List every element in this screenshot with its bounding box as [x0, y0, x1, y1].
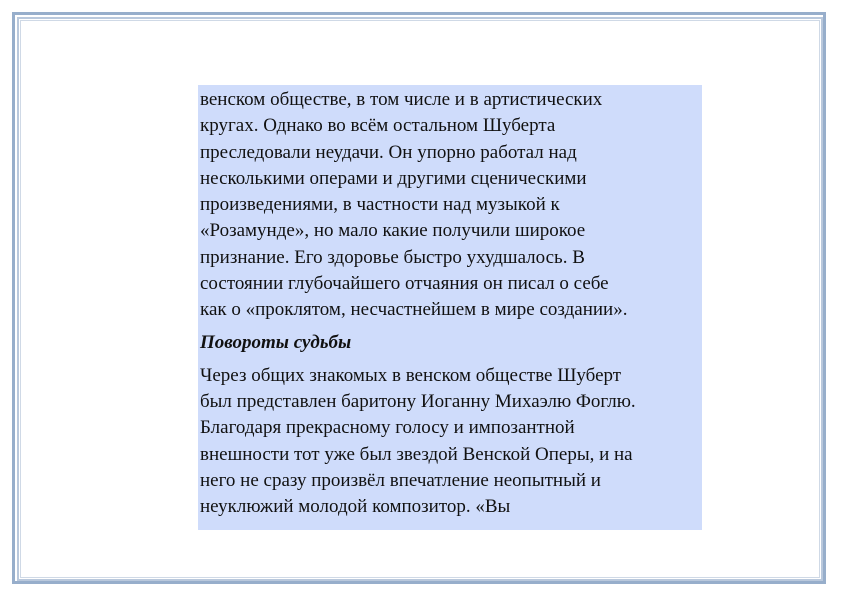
paragraph-vogl-meeting: Через общих знакомых в венском обществе Шуберт был представлен баритону Иоганну Михаэлю Фоглю. Благодаря прекрасному голосу и импозантной внешности тот уже был звездой Венской Оперы, и на него не сразу произвёл впечатление неопытный и неуклюжий молодой композитор. «Вы [200, 364, 636, 518]
paragraph-schubert-failures: венском обществе, в том числе и в артистических кругах. Однако во всём остальном Шуберта преследовали неудачи. Он упорно работал над несколькими операми и другими сценическими произведениями, в частности над музыкой к «Розамунде», но мало какие получили широкое признание. Его здоровье быстро ухудшалось. В состоянии глубочайшего отчаяния он писал о себе как о «проклятом, несчастнейшем в мире создании». [200, 89, 628, 321]
section-heading: Повороты судьбы [200, 331, 352, 353]
text-block [198, 85, 702, 530]
